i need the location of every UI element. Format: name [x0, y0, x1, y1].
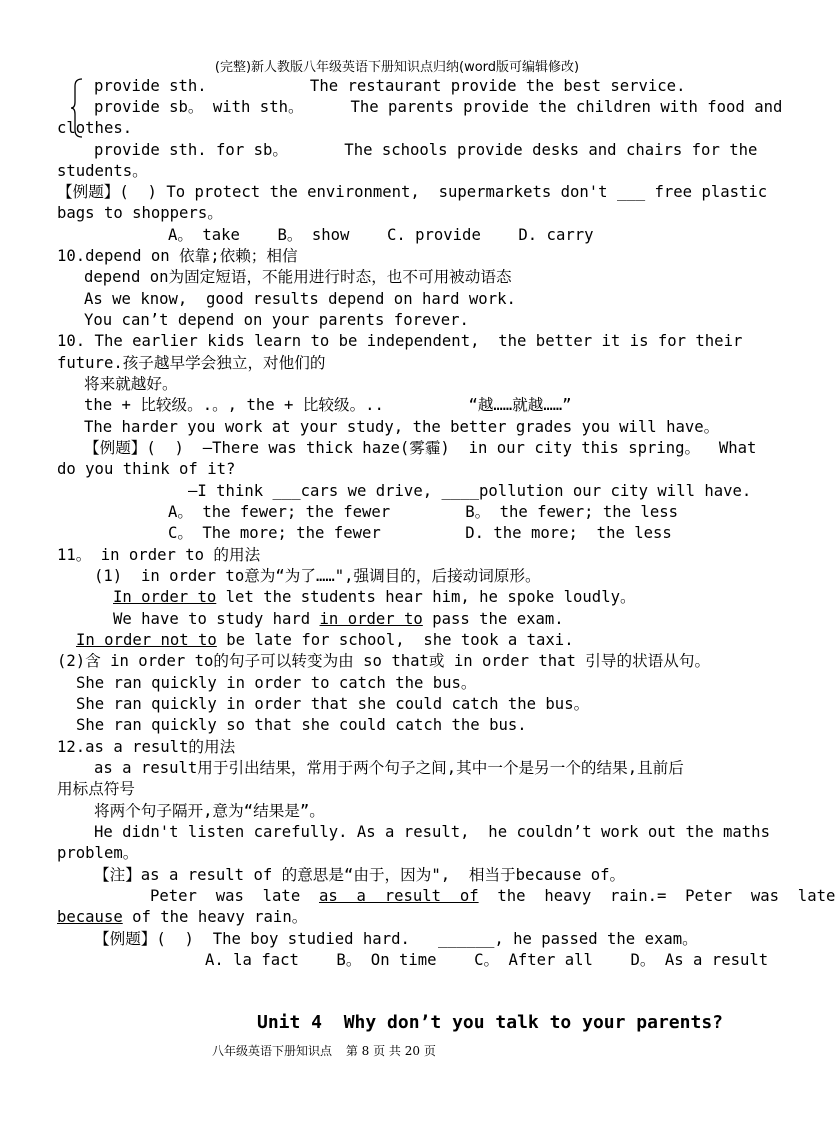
text-line: She ran quickly in order to catch the bus。	[76, 674, 477, 692]
text-line: (2)含 in order to的句子可以转变为由 so that或 in order that 引导的状语从句。	[57, 652, 711, 670]
answer-options: A。 the fewer; the fewer B。 the fewer; the less	[168, 503, 678, 521]
text-line: bags to shoppers。	[57, 204, 223, 222]
text-span: be late for school, she took a taxi.	[216, 631, 574, 649]
text-line: future.孩子越早学会独立，对他们的	[57, 354, 326, 372]
text-span: the heavy rain.= Peter was late	[478, 887, 835, 905]
text-span: let the students hear him, he spoke loudly。	[216, 588, 636, 606]
text-line: 将两个句子隔开,意为“结果是”。	[94, 802, 325, 820]
example-question: 【例题】( ) —There was thick haze(雾霾) in our city this spring。 What	[84, 439, 757, 457]
note-line: 【注】as a result of 的意思是“由于，因为", 相当于because of。	[94, 866, 626, 884]
text-line: as a result用于引出结果，常用于两个句子之间,其中一个是另一个的结果,且前后	[94, 759, 684, 777]
underlined-phrase: in order to	[319, 610, 423, 628]
text-span: pass the exam.	[422, 610, 564, 628]
text-line: He didn't listen carefully. As a result, he couldn’t work out the maths	[94, 823, 770, 841]
text-line	[113, 587, 636, 607]
text-line: You can’t depend on your parents forever.	[84, 311, 469, 329]
text-line: clothes.	[57, 119, 133, 137]
text-line: provide sb。 with sth。 The parents provide the children with food and	[94, 98, 783, 116]
section-heading: 10.depend on 依靠;依赖；相信	[57, 247, 298, 265]
text-line: She ran quickly in order that she could catch the bus。	[76, 695, 590, 713]
underlined-phrase: because	[57, 908, 123, 926]
text-line: problem。	[57, 844, 139, 862]
section-heading: 10. The earlier kids learn to be independent, the better it is for their	[57, 332, 743, 350]
underlined-phrase: as a result of	[319, 887, 479, 905]
section-heading: 11。 in order to 的用法	[57, 546, 261, 564]
text-line: As we know, good results depend on hard work.	[84, 290, 516, 308]
unit-title: Unit 4 Why don’t you talk to your parents?	[257, 1012, 723, 1033]
answer-options: C。 The more; the fewer D. the more; the less	[168, 524, 672, 542]
text-span: of the heavy rain。	[122, 908, 308, 926]
text-line: —I think ___cars we drive, ____pollution our city will have.	[188, 482, 752, 500]
text-line: 将来就越好。	[84, 375, 178, 393]
text-line	[113, 609, 564, 629]
text-span: Peter was late	[150, 887, 319, 905]
answer-options: A。 take B。 show C. provide D. carry	[168, 226, 594, 244]
page-number: 第 8 页 共 20 页	[345, 1044, 436, 1058]
underlined-phrase: In order to	[113, 588, 217, 606]
text-line: She ran quickly so that she could catch the bus.	[76, 716, 527, 734]
footer-label: 八年级英语下册知识点	[212, 1044, 333, 1058]
text-line: the + 比较级。.。, the + 比较级。.. “越……就越……”	[84, 396, 572, 414]
text-line: depend on为固定短语，不能用进行时态，也不可用被动语态	[84, 268, 512, 286]
section-heading: 12.as a result的用法	[57, 738, 236, 756]
underlined-phrase: In order not to	[76, 631, 217, 649]
text-line: (1) in order to意为“为了……",强调目的，后接动词原形。	[94, 567, 541, 585]
example-question: 【例题】( ) The boy studied hard. ______, he passed the exam。	[94, 930, 698, 948]
answer-options: A. la fact B。 On time C。 After all D。 As a result	[205, 951, 769, 969]
text-line: students。	[57, 162, 148, 180]
text-line: provide sth. The restaurant provide the best service.	[94, 77, 686, 95]
page-footer	[212, 1042, 446, 1059]
text-line: do you think of it?	[57, 460, 236, 478]
text-line: provide sth. for sb。 The schools provide desks and chairs for the	[94, 141, 758, 159]
text-line: 用标点符号	[57, 780, 135, 798]
text-span: We have to study hard	[113, 610, 320, 628]
text-line	[57, 907, 307, 927]
example-question: 【例题】( ) To protect the environment, supermarkets don't ___ free plastic	[57, 183, 768, 201]
text-line	[76, 630, 574, 650]
page-header: (完整)新人教版八年级英语下册知识点归纳(word版可编辑修改)	[214, 60, 580, 75]
text-line: The harder you work at your study, the better grades you will have。	[84, 418, 720, 436]
text-line	[150, 886, 835, 906]
